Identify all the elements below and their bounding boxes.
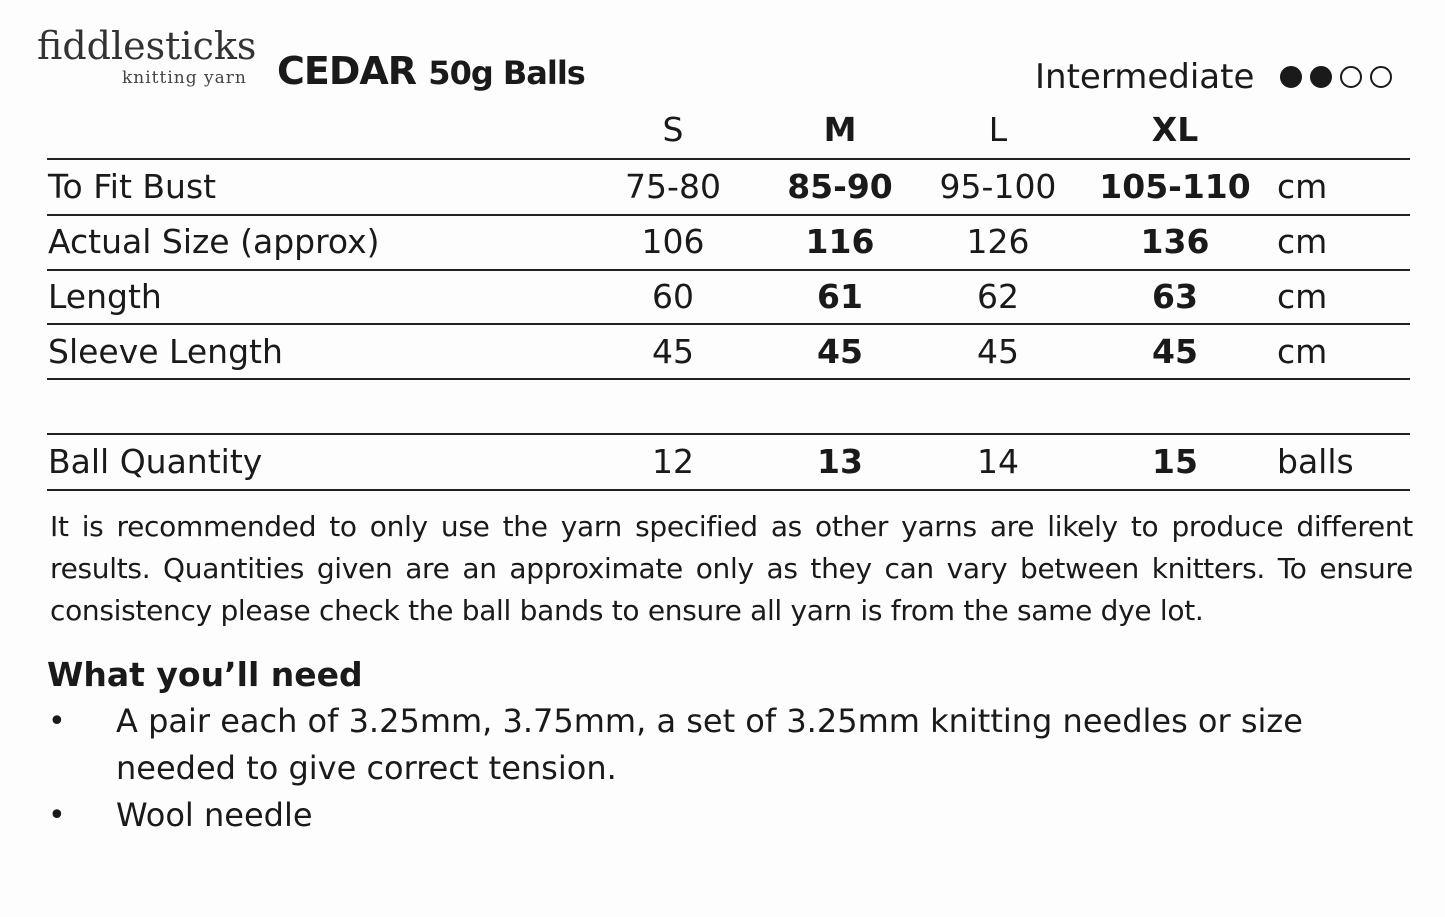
table-cell: 105-110 <box>1099 167 1251 206</box>
yarn-note: It is recommended to only use the yarn specified as other yarns are likely to produce different results. Quantities given are an approximate only as they can vary between knitters. To ensure consistency please check the ball bands to ensure all yarn is from the same dye lot. <box>50 510 1413 627</box>
table-cell: 126 <box>966 222 1030 261</box>
table-cell: 62 <box>977 277 1019 316</box>
row-label: Length <box>48 277 162 316</box>
row-unit: cm <box>1277 167 1328 206</box>
table-divider <box>47 214 1410 216</box>
table-cell: 13 <box>817 442 863 481</box>
empty-dot-icon <box>1340 66 1362 88</box>
skill-level-label: Intermediate <box>1035 57 1255 97</box>
table-cell: 12 <box>652 442 694 481</box>
needs-heading: What you’ll need <box>47 655 363 694</box>
table-cell: 61 <box>817 277 863 316</box>
table-divider <box>47 489 1410 491</box>
filled-dot-icon <box>1280 66 1302 88</box>
row-unit: cm <box>1277 332 1328 371</box>
table-cell: 116 <box>805 222 875 261</box>
title-main: CEDAR <box>277 49 417 93</box>
skill-level-dots <box>1280 66 1392 88</box>
bullet-icon: • <box>48 798 66 833</box>
filled-dot-icon <box>1310 66 1332 88</box>
table-cell: 14 <box>977 442 1019 481</box>
size-header: L <box>988 110 1008 149</box>
size-header: XL <box>1151 110 1199 149</box>
table-cell: 45 <box>817 332 863 371</box>
row-unit: cm <box>1277 222 1328 261</box>
needs-item: A pair each of 3.25mm, 3.75mm, a set of 3.25mm knitting needles or size needed to give correct tension. <box>116 702 1303 787</box>
bullet-icon: • <box>48 704 66 739</box>
row-label: Sleeve Length <box>48 332 283 371</box>
table-cell: 60 <box>652 277 694 316</box>
table-divider <box>47 158 1410 160</box>
table-cell: 45 <box>1152 332 1198 371</box>
table-cell: 15 <box>1152 442 1198 481</box>
size-header: S <box>662 110 684 149</box>
table-cell: 136 <box>1140 222 1210 261</box>
row-label: Ball Quantity <box>48 442 263 481</box>
table-cell: 75-80 <box>625 167 721 206</box>
title-sub: 50g Balls <box>428 54 585 92</box>
table-divider <box>47 269 1410 271</box>
empty-dot-icon <box>1370 66 1392 88</box>
table-divider <box>47 433 1410 435</box>
table-divider <box>47 378 1410 380</box>
table-cell: 106 <box>641 222 705 261</box>
table-cell: 45 <box>977 332 1019 371</box>
table-cell: 63 <box>1152 277 1198 316</box>
row-label: Actual Size (approx) <box>48 222 380 261</box>
table-cell: 45 <box>652 332 694 371</box>
row-unit: cm <box>1277 277 1328 316</box>
row-label: To Fit Bust <box>48 167 217 206</box>
pattern-title <box>277 48 585 96</box>
brand-tagline: knitting yarn <box>122 68 247 88</box>
row-unit: balls <box>1277 442 1354 481</box>
needs-item: Wool needle <box>116 796 313 834</box>
table-divider <box>47 323 1410 325</box>
size-header: M <box>823 110 857 149</box>
brand-logo: fiddlesticks <box>37 24 257 68</box>
table-cell: 85-90 <box>787 167 893 206</box>
table-cell: 95-100 <box>939 167 1057 206</box>
